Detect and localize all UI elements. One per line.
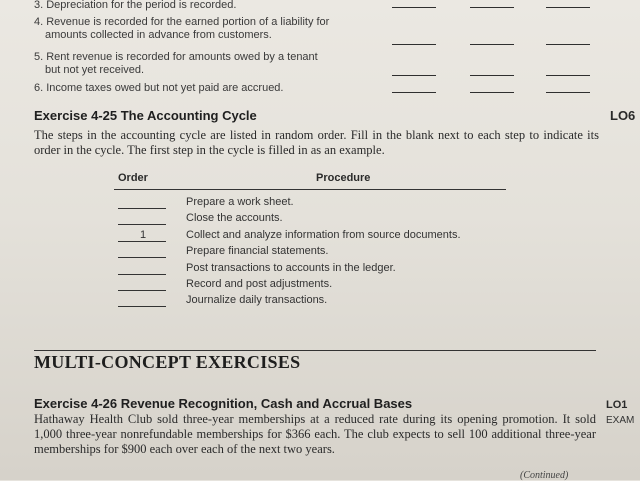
order-blank[interactable]	[118, 224, 166, 225]
item-text: 6. Income taxes owed but not yet paid are accrued.	[34, 82, 284, 94]
answer-blank[interactable]	[546, 75, 590, 76]
answer-blanks	[392, 75, 632, 87]
procedure-text: Collect and analyze information from source documents.	[186, 229, 461, 241]
learning-objective-label: LO6	[610, 108, 636, 123]
item-text: but not yet received.	[45, 64, 145, 76]
answer-blank[interactable]	[470, 92, 514, 93]
exercise-title: Exercise 4-26 Revenue Recognition, Cash and Accrual Bases	[34, 396, 413, 411]
order-blank[interactable]	[118, 257, 166, 258]
answer-blank[interactable]	[470, 75, 514, 76]
procedure-text: Journalize daily transactions.	[186, 294, 328, 306]
answer-blank[interactable]	[392, 92, 436, 93]
order-value: 1	[140, 229, 147, 241]
answer-blanks	[392, 7, 632, 19]
procedure-text: Prepare a work sheet.	[186, 196, 294, 208]
table-row	[114, 212, 514, 226]
answer-blank[interactable]	[392, 75, 436, 76]
table-row	[114, 278, 514, 292]
table-row	[114, 196, 514, 210]
table-header-rule	[114, 189, 506, 190]
example-label: EXAM	[606, 415, 635, 426]
order-blank[interactable]	[118, 290, 166, 291]
order-blank[interactable]	[118, 208, 166, 209]
section-divider	[34, 350, 596, 351]
procedure-text: Post transactions to accounts in the ledger.	[186, 262, 396, 274]
answer-blank[interactable]	[392, 44, 436, 45]
column-header-order: Order	[118, 172, 148, 184]
procedure-text: Prepare financial statements.	[186, 245, 329, 257]
answer-blanks	[392, 44, 632, 56]
list-item	[34, 51, 318, 77]
answer-blanks	[392, 92, 632, 104]
answer-blank[interactable]	[546, 7, 590, 8]
section-title: MULTI-CONCEPT EXERCISES	[34, 352, 301, 372]
exercise-title: Exercise 4-25 The Accounting Cycle	[34, 108, 257, 123]
table-row	[114, 229, 514, 243]
exercise-instructions: The steps in the accounting cycle are listed in random order. Fill in the blank next to each step to indicate its order in the cycle. The first step in the cycle is filled in as an example.	[34, 128, 599, 157]
column-header-procedure: Procedure	[316, 172, 371, 184]
answer-blank[interactable]	[470, 7, 514, 8]
item-text: amounts collected in advance from customers.	[45, 29, 272, 41]
learning-objective-label: LO1	[606, 399, 628, 411]
answer-blank[interactable]	[392, 7, 436, 8]
order-blank[interactable]	[118, 306, 166, 307]
list-item	[34, 0, 236, 12]
procedure-text: Record and post adjustments.	[186, 278, 333, 290]
item-text: 4. Revenue is recorded for the earned portion of a liability for	[34, 16, 330, 28]
answer-blank[interactable]	[546, 44, 590, 45]
table-row	[114, 245, 514, 259]
procedure-text: Close the accounts.	[186, 212, 283, 224]
item-text: 3. Depreciation for the period is recorded.	[34, 0, 237, 11]
list-item	[34, 82, 283, 95]
item-text: 5. Rent revenue is recorded for amounts owed by a tenant	[34, 51, 318, 63]
exercise-text: Hathaway Health Club sold three-year memberships at a reduced rate during its opening promotion. It sold 1,000 three-year nonrefundable memberships for $366 each. The club expects to sell 100 additional three-year memberships for $900 each over each of the next two years.	[34, 412, 596, 456]
answer-blank[interactable]	[546, 92, 590, 93]
list-item	[34, 16, 329, 42]
order-blank[interactable]	[118, 241, 166, 242]
table-row	[114, 294, 514, 308]
continued-note: (Continued)	[520, 470, 569, 481]
answer-blank[interactable]	[470, 44, 514, 45]
table-row	[114, 262, 514, 276]
order-blank[interactable]	[118, 274, 166, 275]
